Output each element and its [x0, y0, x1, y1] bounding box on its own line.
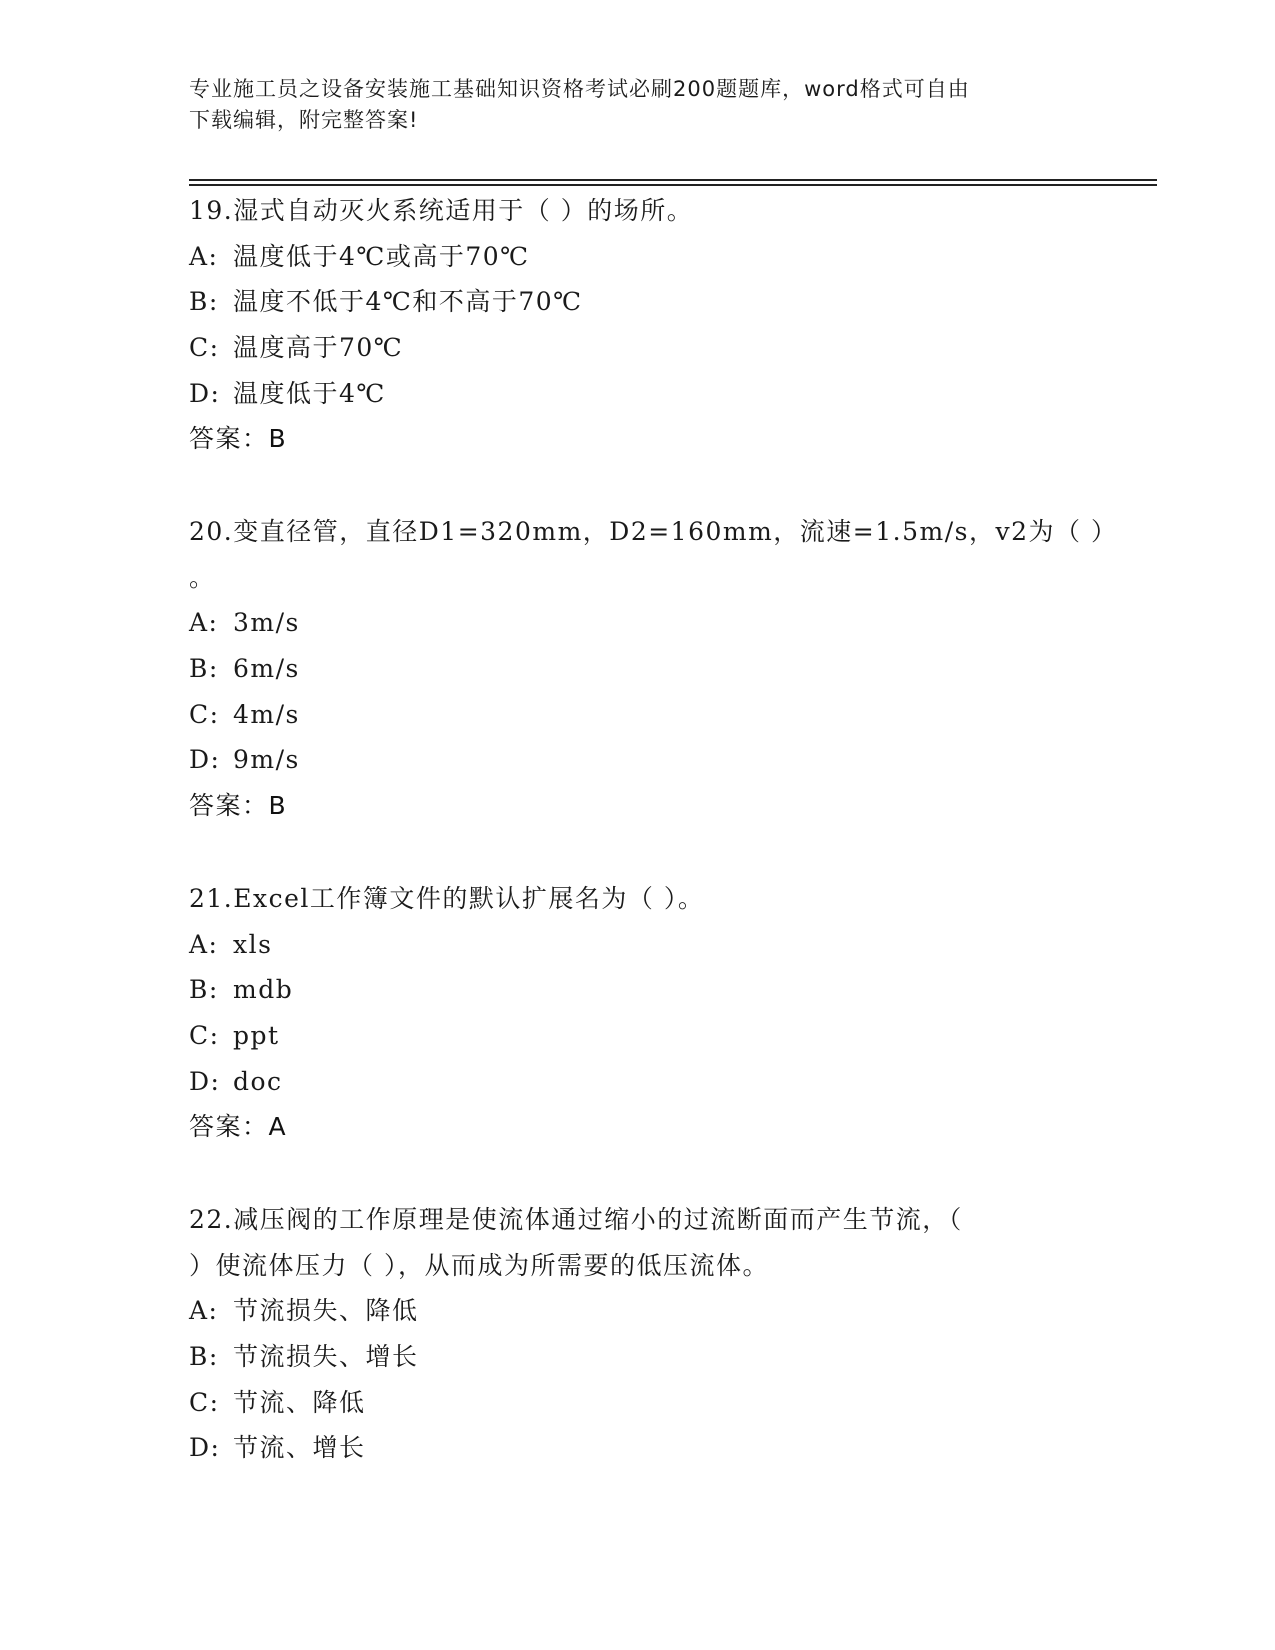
option-text: 节流损失、增长	[233, 1342, 419, 1372]
option-letter: C:	[189, 699, 220, 729]
option-text: 温度低于4℃	[233, 378, 386, 408]
option-text: 6m/s	[233, 654, 300, 684]
option-text: 节流损失、降低	[233, 1296, 419, 1326]
question-stem-continued: 。	[189, 562, 216, 592]
option-letter: B:	[189, 975, 219, 1005]
option-b	[189, 646, 1069, 692]
option-c	[189, 1380, 1069, 1426]
option-letter: A:	[189, 929, 219, 959]
option-c	[189, 1013, 1069, 1059]
header-divider-bottom	[189, 184, 1157, 186]
option-text: 温度高于70℃	[233, 333, 404, 363]
option-c	[189, 325, 1069, 371]
option-letter: A:	[189, 608, 219, 638]
option-d	[189, 1059, 1069, 1105]
option-text: 3m/s	[233, 608, 300, 638]
option-text: 温度不低于4℃和不高于70℃	[233, 287, 583, 317]
option-letter: B:	[189, 1342, 219, 1372]
option-text: 节流、增长	[233, 1433, 366, 1463]
header-title-line-1: 专业施工员之设备安装施工基础知识资格考试必刷200题题库，word格式可自由	[189, 77, 970, 101]
option-text: 9m/s	[233, 745, 300, 775]
option-b	[189, 967, 1069, 1013]
option-text: 4m/s	[233, 699, 300, 729]
option-text: ppt	[233, 1021, 280, 1051]
answer-label: 答案：B	[189, 424, 288, 454]
question-stem: 21.Excel工作簿文件的默认扩展名为（ ）。	[189, 884, 705, 913]
option-b	[189, 279, 1069, 325]
option-letter: C:	[189, 1021, 220, 1051]
option-letter: C:	[189, 1387, 220, 1417]
header-divider-top	[189, 179, 1157, 181]
question-20	[189, 509, 1118, 829]
question-stem: 20.变直径管，直径D1=320mm，D2=160mm，流速=1.5m/s，v2为（ ）	[189, 517, 1118, 546]
header-title-line-2: 下载编辑，附完整答案!	[189, 108, 419, 132]
option-letter: C:	[189, 333, 220, 363]
option-text: 温度低于4℃或高于70℃	[233, 241, 530, 271]
option-letter: B:	[189, 287, 219, 317]
option-a	[189, 1288, 1069, 1334]
option-letter: D:	[189, 745, 221, 775]
option-letter: A:	[189, 241, 219, 271]
question-stem-continued: ）使流体压力（ ），从而成为所需要的低压流体。	[189, 1250, 769, 1280]
document-header	[189, 74, 1069, 136]
option-text: xls	[233, 929, 273, 959]
question-19	[189, 188, 1069, 462]
option-letter: A:	[189, 1296, 219, 1326]
option-a	[189, 600, 1069, 646]
question-22	[189, 1197, 1069, 1471]
option-a	[189, 234, 1069, 280]
question-stem: 22.减压阀的工作原理是使流体通过缩小的过流断面而产生节流，（	[189, 1205, 963, 1234]
option-text: mdb	[233, 975, 294, 1005]
question-stem: 19.湿式自动灭火系统适用于（ ）的场所。	[189, 196, 694, 225]
option-b	[189, 1334, 1069, 1380]
option-letter: D:	[189, 378, 221, 408]
option-letter: B:	[189, 654, 219, 684]
option-text: doc	[233, 1066, 283, 1096]
answer-label: 答案：B	[189, 791, 288, 821]
option-d	[189, 371, 1069, 417]
option-a	[189, 922, 1069, 968]
option-d	[189, 1425, 1069, 1471]
option-text: 节流、降低	[233, 1387, 366, 1417]
question-21	[189, 876, 1069, 1150]
option-d	[189, 737, 1069, 783]
option-letter: D:	[189, 1433, 221, 1463]
option-letter: D:	[189, 1066, 221, 1096]
option-c	[189, 692, 1069, 738]
answer-label: 答案：A	[189, 1112, 288, 1142]
